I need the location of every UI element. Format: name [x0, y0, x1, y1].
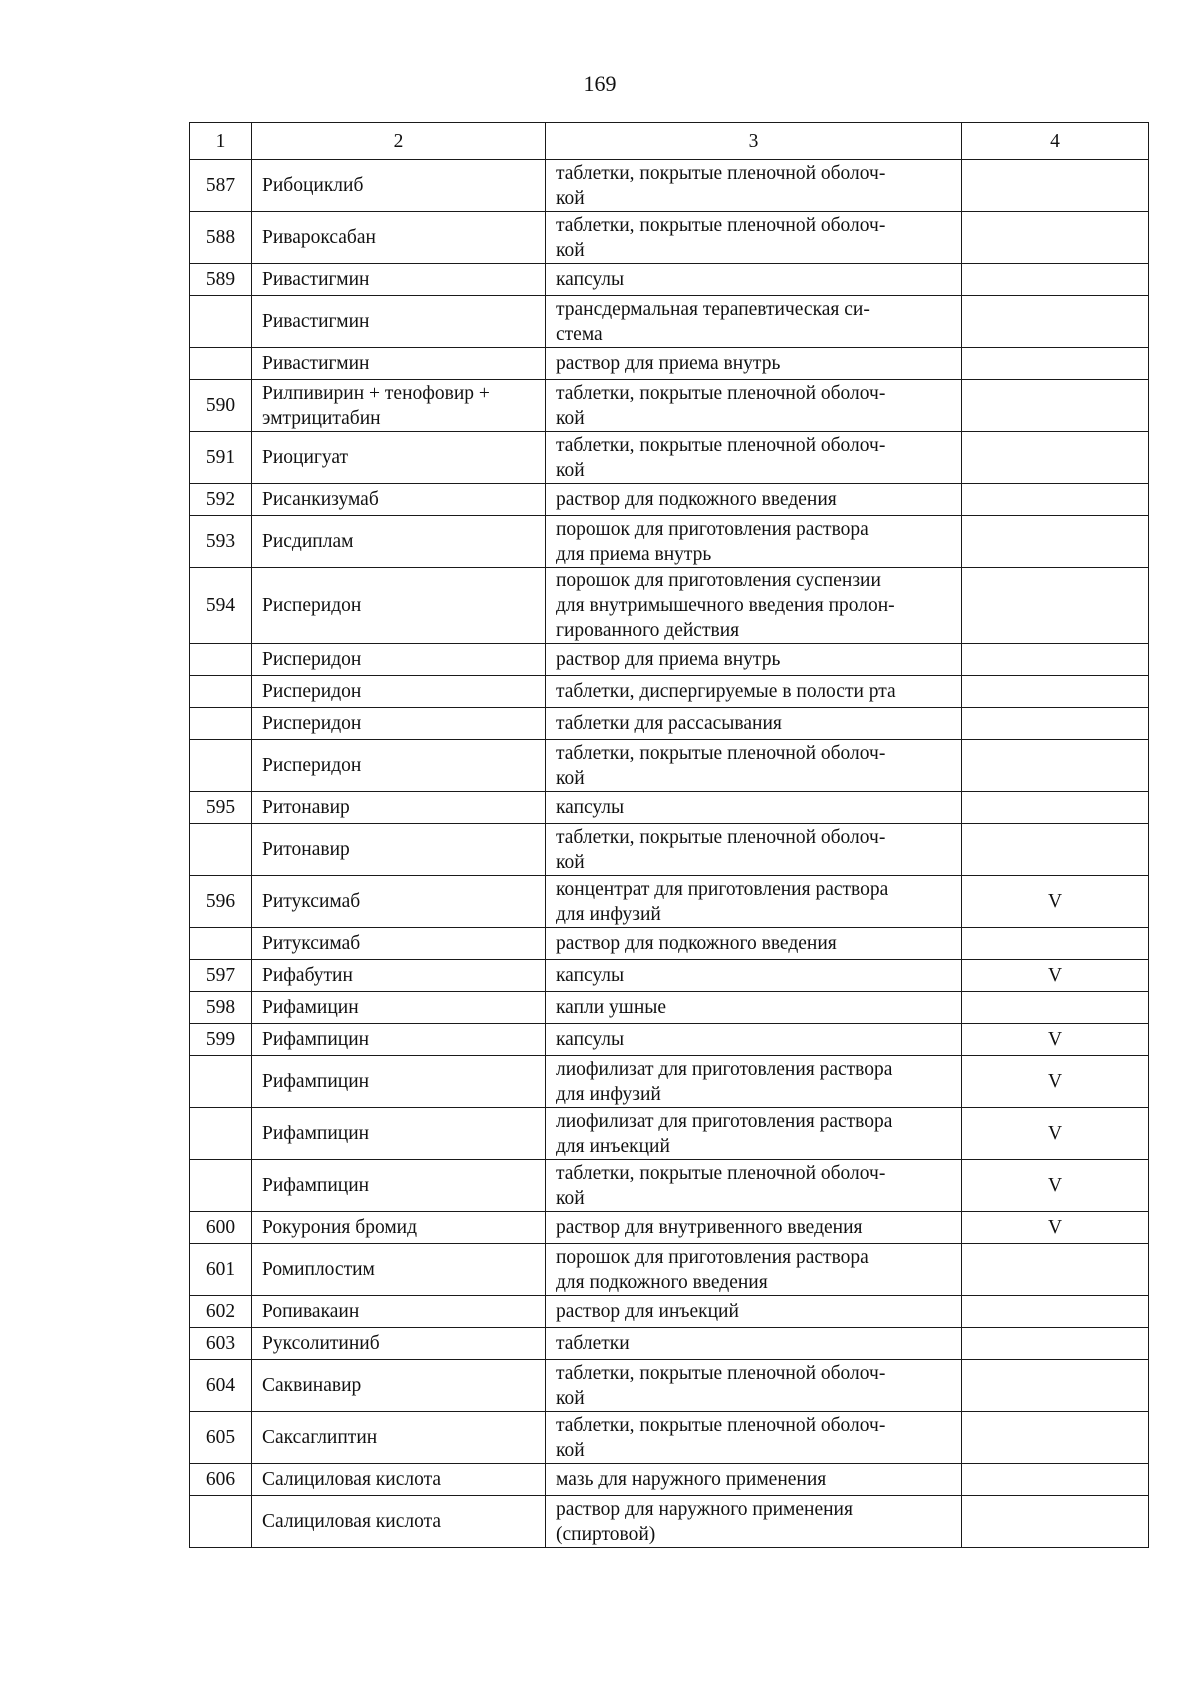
- drug-name: Руксолитиниб: [252, 1328, 546, 1360]
- drug-name: Рисперидон: [252, 568, 546, 644]
- table-row: [190, 1412, 1149, 1464]
- mark-cell: [962, 928, 1149, 960]
- mark-cell: [962, 484, 1149, 516]
- row-number: 592: [190, 484, 252, 516]
- dosage-form: порошок для приготовления раствора для подкожного введения: [546, 1244, 962, 1296]
- row-number: [190, 348, 252, 380]
- dosage-form: таблетки, покрытые пленочной оболоч- кой: [546, 1360, 962, 1412]
- dosage-form: раствор для наружного применения (спиртовой): [546, 1496, 962, 1548]
- table-row: [190, 516, 1149, 568]
- dosage-form: концентрат для приготовления раствора для инфузий: [546, 876, 962, 928]
- table-row: [190, 568, 1149, 644]
- table-row: [190, 1360, 1149, 1412]
- row-number: 588: [190, 212, 252, 264]
- table-row: [190, 1296, 1149, 1328]
- dosage-form: капсулы: [546, 1024, 962, 1056]
- table-row: [190, 960, 1149, 992]
- table-row: [190, 792, 1149, 824]
- mark-cell: [962, 1296, 1149, 1328]
- drug-name: Рисперидон: [252, 708, 546, 740]
- mark-cell: V: [962, 1024, 1149, 1056]
- row-number: 602: [190, 1296, 252, 1328]
- mark-cell: V: [962, 876, 1149, 928]
- drug-name: Ромиплостим: [252, 1244, 546, 1296]
- table-row: [190, 1212, 1149, 1244]
- table-row: [190, 160, 1149, 212]
- drug-name: Рифабутин: [252, 960, 546, 992]
- table-row: [190, 708, 1149, 740]
- mark-cell: V: [962, 1108, 1149, 1160]
- drug-name: Ритонавир: [252, 824, 546, 876]
- row-number: [190, 928, 252, 960]
- drug-name: Рифампицин: [252, 1056, 546, 1108]
- row-number: [190, 1496, 252, 1548]
- drug-name: Рифампицин: [252, 1024, 546, 1056]
- dosage-form: раствор для приема внутрь: [546, 644, 962, 676]
- header-row: [190, 123, 1149, 160]
- dosage-form: раствор для инъекций: [546, 1296, 962, 1328]
- drug-name: Ривароксабан: [252, 212, 546, 264]
- row-number: 600: [190, 1212, 252, 1244]
- row-number: [190, 824, 252, 876]
- table-row: [190, 824, 1149, 876]
- mark-cell: [962, 160, 1149, 212]
- drug-name: Ривастигмин: [252, 264, 546, 296]
- mark-cell: V: [962, 1212, 1149, 1244]
- dosage-form: лиофилизат для приготовления раствора для инфузий: [546, 1056, 962, 1108]
- mark-cell: V: [962, 960, 1149, 992]
- dosage-form: трансдермальная терапевтическая си- стема: [546, 296, 962, 348]
- table-row: [190, 876, 1149, 928]
- mark-cell: [962, 676, 1149, 708]
- mark-cell: [962, 740, 1149, 792]
- drug-name: Риоцигуат: [252, 432, 546, 484]
- table-row: [190, 432, 1149, 484]
- mark-cell: [962, 432, 1149, 484]
- dosage-form: таблетки, покрытые пленочной оболоч- кой: [546, 380, 962, 432]
- table-row: [190, 1496, 1149, 1548]
- table-row: [190, 1328, 1149, 1360]
- mark-cell: [962, 1360, 1149, 1412]
- mark-cell: [962, 792, 1149, 824]
- dosage-form: мазь для наружного применения: [546, 1464, 962, 1496]
- mark-cell: [962, 992, 1149, 1024]
- drug-name: Саксаглиптин: [252, 1412, 546, 1464]
- mark-cell: [962, 348, 1149, 380]
- row-number: 601: [190, 1244, 252, 1296]
- mark-cell: [962, 1412, 1149, 1464]
- row-number: [190, 740, 252, 792]
- dosage-form: таблетки для рассасывания: [546, 708, 962, 740]
- mark-cell: [962, 264, 1149, 296]
- mark-cell: [962, 568, 1149, 644]
- row-number: [190, 708, 252, 740]
- mark-cell: [962, 516, 1149, 568]
- row-number: [190, 676, 252, 708]
- drug-name: Ривастигмин: [252, 348, 546, 380]
- row-number: 593: [190, 516, 252, 568]
- drug-name: Рилпивирин + тенофовир + эмтрицитабин: [252, 380, 546, 432]
- row-number: [190, 1108, 252, 1160]
- table-row: [190, 992, 1149, 1024]
- drug-name: Салициловая кислота: [252, 1464, 546, 1496]
- dosage-form: таблетки: [546, 1328, 962, 1360]
- table-row: [190, 1108, 1149, 1160]
- row-number: 599: [190, 1024, 252, 1056]
- drug-name: Ривастигмин: [252, 296, 546, 348]
- row-number: 603: [190, 1328, 252, 1360]
- row-number: [190, 1056, 252, 1108]
- mark-cell: [962, 708, 1149, 740]
- row-number: 594: [190, 568, 252, 644]
- row-number: 604: [190, 1360, 252, 1412]
- dosage-form: таблетки, покрытые пленочной оболоч- кой: [546, 1160, 962, 1212]
- table-row: [190, 296, 1149, 348]
- table-row: [190, 644, 1149, 676]
- table-row: [190, 348, 1149, 380]
- table-body: [190, 160, 1149, 1548]
- dosage-form: раствор для подкожного введения: [546, 928, 962, 960]
- row-number: 587: [190, 160, 252, 212]
- table-row: [190, 1244, 1149, 1296]
- row-number: 605: [190, 1412, 252, 1464]
- drug-name: Рифамицин: [252, 992, 546, 1024]
- table-row: [190, 676, 1149, 708]
- row-number: 590: [190, 380, 252, 432]
- drug-name: Ропивакаин: [252, 1296, 546, 1328]
- mark-cell: [962, 380, 1149, 432]
- table-row: [190, 1160, 1149, 1212]
- dosage-form: лиофилизат для приготовления раствора для инъекций: [546, 1108, 962, 1160]
- mark-cell: [962, 1328, 1149, 1360]
- dosage-form: таблетки, диспергируемые в полости рта: [546, 676, 962, 708]
- page-number: 169: [583, 71, 617, 96]
- row-number: 598: [190, 992, 252, 1024]
- dosage-form: порошок для приготовления раствора для приема внутрь: [546, 516, 962, 568]
- column-header-2: 2: [252, 123, 546, 160]
- table-row: [190, 928, 1149, 960]
- row-number: [190, 644, 252, 676]
- row-number: 596: [190, 876, 252, 928]
- row-number: 595: [190, 792, 252, 824]
- mark-cell: [962, 1244, 1149, 1296]
- drug-name: Рисдиплам: [252, 516, 546, 568]
- mark-cell: V: [962, 1056, 1149, 1108]
- dosage-form: таблетки, покрытые пленочной оболоч- кой: [546, 432, 962, 484]
- dosage-form: таблетки, покрытые пленочной оболоч- кой: [546, 1412, 962, 1464]
- row-number: [190, 1160, 252, 1212]
- dosage-form: раствор для внутривенного введения: [546, 1212, 962, 1244]
- drug-table: [189, 122, 1149, 1548]
- drug-name: Ритуксимаб: [252, 876, 546, 928]
- mark-cell: [962, 1496, 1149, 1548]
- drug-name: Рисперидон: [252, 740, 546, 792]
- drug-name: Рисперидон: [252, 676, 546, 708]
- row-number: [190, 296, 252, 348]
- table-row: [190, 264, 1149, 296]
- mark-cell: [962, 212, 1149, 264]
- dosage-form: таблетки, покрытые пленочной оболоч- кой: [546, 212, 962, 264]
- table-row: [190, 1024, 1149, 1056]
- table-row: [190, 740, 1149, 792]
- row-number: 606: [190, 1464, 252, 1496]
- mark-cell: [962, 644, 1149, 676]
- dosage-form: раствор для приема внутрь: [546, 348, 962, 380]
- drug-name: Рифампицин: [252, 1160, 546, 1212]
- mark-cell: V: [962, 1160, 1149, 1212]
- table-row: [190, 380, 1149, 432]
- drug-name: Салициловая кислота: [252, 1496, 546, 1548]
- table-row: [190, 1464, 1149, 1496]
- dosage-form: таблетки, покрытые пленочной оболоч- кой: [546, 824, 962, 876]
- dosage-form: порошок для приготовления суспензии для внутримышечного введения пролон- гированного действия: [546, 568, 962, 644]
- dosage-form: раствор для подкожного введения: [546, 484, 962, 516]
- drug-name: Рокурония бромид: [252, 1212, 546, 1244]
- column-header-1: 1: [190, 123, 252, 160]
- mark-cell: [962, 1464, 1149, 1496]
- drug-name: Рисанкизумаб: [252, 484, 546, 516]
- drug-name: Рибоциклиб: [252, 160, 546, 212]
- dosage-form: капли ушные: [546, 992, 962, 1024]
- row-number: 597: [190, 960, 252, 992]
- drug-name: Ритуксимаб: [252, 928, 546, 960]
- drug-name: Саквинавир: [252, 1360, 546, 1412]
- mark-cell: [962, 296, 1149, 348]
- table-row: [190, 484, 1149, 516]
- drug-name: Рисперидон: [252, 644, 546, 676]
- dosage-form: таблетки, покрытые пленочной оболоч- кой: [546, 160, 962, 212]
- table-row: [190, 212, 1149, 264]
- column-header-3: 3: [546, 123, 962, 160]
- dosage-form: капсулы: [546, 960, 962, 992]
- dosage-form: таблетки, покрытые пленочной оболоч- кой: [546, 740, 962, 792]
- dosage-form: капсулы: [546, 792, 962, 824]
- mark-cell: [962, 824, 1149, 876]
- table-row: [190, 1056, 1149, 1108]
- drug-name: Рифампицин: [252, 1108, 546, 1160]
- column-header-4: 4: [962, 123, 1149, 160]
- row-number: 589: [190, 264, 252, 296]
- drug-name: Ритонавир: [252, 792, 546, 824]
- row-number: 591: [190, 432, 252, 484]
- dosage-form: капсулы: [546, 264, 962, 296]
